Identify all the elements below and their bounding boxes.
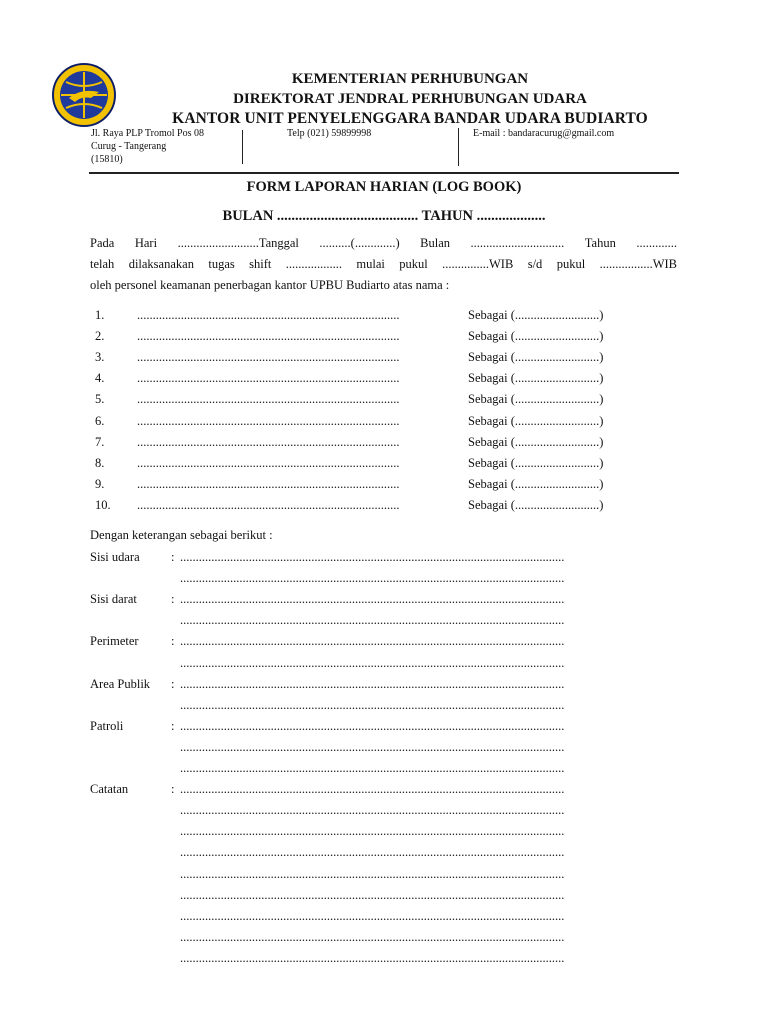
section-fill-line: ........................................................................................................................... xyxy=(180,697,565,712)
section-fill-line: ........................................................................................................................... xyxy=(180,761,565,775)
email-address: E-mail : bandaracurug@gmail.com xyxy=(473,128,615,139)
intro-line-1 xyxy=(90,236,677,251)
intro-word: .................. xyxy=(285,257,342,271)
personnel-role-field: Sebagai (...........................) xyxy=(468,434,604,449)
personnel-number: 4. xyxy=(95,371,105,386)
intro-word: Pada xyxy=(90,236,115,250)
intro-word: Bulan xyxy=(420,236,450,250)
remarks-intro: Dengan keterangan sebagai berikut : xyxy=(90,528,273,542)
header-divider xyxy=(458,128,459,166)
directorate-name: DIREKTORAT JENDRAL PERHUBUNGAN UDARA xyxy=(233,91,587,107)
section-fill-line: ........................................................................................................................... xyxy=(180,550,565,564)
section-fill-line: ........................................................................................................................... xyxy=(180,718,565,733)
section-label: Perimeter xyxy=(90,634,139,649)
personnel-name-field: .................................................................................... xyxy=(137,308,400,322)
section-fill-line: ........................................................................................................................... xyxy=(180,782,565,797)
personnel-role-field: Sebagai (...........................) xyxy=(468,371,604,386)
personnel-role-field: Sebagai (...........................) xyxy=(468,476,604,491)
intro-word: shift xyxy=(249,257,272,271)
section-label: Sisi darat xyxy=(90,592,137,607)
section-fill-line: ........................................................................................................................... xyxy=(180,866,565,881)
personnel-name-field: .................................................................................... xyxy=(137,413,400,428)
ministry-logo xyxy=(51,62,117,128)
intro-word: .............................. xyxy=(470,236,565,250)
section-fill-line: ........................................................................................................................... xyxy=(180,845,565,860)
section-fill-line: ........................................................................................................................... xyxy=(180,824,565,839)
intro-word: ..........................Tanggal xyxy=(177,236,299,250)
personnel-number: 3. xyxy=(95,350,105,365)
personnel-number: 8. xyxy=(95,455,105,470)
personnel-name-field: .................................................................................... xyxy=(137,350,400,365)
intro-word: .................WIB xyxy=(599,257,677,271)
header-divider xyxy=(242,130,243,164)
personnel-role-field: Sebagai (...........................) xyxy=(468,413,604,428)
section-fill-line: ........................................................................................................................... xyxy=(180,739,565,754)
personnel-number: 9. xyxy=(95,476,105,491)
section-fill-line: ........................................................................................................................... xyxy=(180,887,565,902)
section-colon: : xyxy=(171,676,175,691)
intro-word: mulai xyxy=(356,257,385,271)
intro-line-3: oleh personel keamanan penerbagan kantor UPBU Budiarto atas nama : xyxy=(90,278,450,292)
section-colon: : xyxy=(171,634,175,649)
personnel-role-field: Sebagai (...........................) xyxy=(468,455,604,470)
intro-line-2 xyxy=(90,257,677,272)
header-rule xyxy=(89,172,679,174)
address-line-2: Curug - Tangerang xyxy=(91,141,167,152)
intro-word: ...............WIB xyxy=(442,257,514,271)
intro-word: dilaksanakan xyxy=(128,257,194,271)
section-fill-line: ........................................................................................................................... xyxy=(180,655,565,670)
section-fill-line: ........................................................................................................................... xyxy=(180,676,565,691)
section-label: Area Publik xyxy=(90,676,151,691)
section-fill-line: ........................................................................................................................... xyxy=(180,634,565,649)
personnel-number: 1. xyxy=(95,308,105,322)
section-colon: : xyxy=(171,782,175,797)
section-colon: : xyxy=(171,550,175,564)
personnel-number: 5. xyxy=(95,392,105,407)
intro-word: pukul xyxy=(556,257,586,271)
personnel-name-field: .................................................................................... xyxy=(137,497,400,512)
phone-number: Telp (021) 59899998 xyxy=(287,128,372,139)
intro-word: ..........(.............) xyxy=(319,236,400,250)
personnel-name-field: .................................................................................... xyxy=(137,392,400,407)
section-fill-line: ........................................................................................................................... xyxy=(180,929,565,944)
personnel-role-field: Sebagai (...........................) xyxy=(468,329,604,344)
form-title: FORM LAPORAN HARIAN (LOG BOOK) xyxy=(246,179,522,195)
section-fill-line: ........................................................................................................................... xyxy=(180,950,565,965)
personnel-name-field: .................................................................................... xyxy=(137,476,400,491)
personnel-role-field: Sebagai (...........................) xyxy=(468,392,604,407)
address-line-3: (15810) xyxy=(91,154,123,165)
personnel-number: 6. xyxy=(95,413,105,428)
personnel-number: 2. xyxy=(95,329,105,344)
section-fill-line: ........................................................................................................................... xyxy=(180,592,565,607)
section-label: Sisi udara xyxy=(90,550,140,564)
section-fill-line: ........................................................................................................................... xyxy=(180,571,565,586)
personnel-role-field: Sebagai (...........................) xyxy=(468,497,604,512)
period-line: BULAN ....................................... TAHUN ................... xyxy=(222,208,546,224)
section-label: Catatan xyxy=(90,782,129,797)
personnel-number: 7. xyxy=(95,434,105,449)
intro-word: s/d xyxy=(527,257,543,271)
personnel-name-field: .................................................................................... xyxy=(137,371,400,386)
personnel-name-field: .................................................................................... xyxy=(137,329,400,344)
intro-word: Tahun xyxy=(584,236,616,250)
address-line-1: Jl. Raya PLP Tromol Pos 08 xyxy=(91,128,204,139)
personnel-name-field: .................................................................................... xyxy=(137,434,400,449)
section-colon: : xyxy=(171,718,175,733)
intro-word: Hari xyxy=(134,236,158,250)
section-fill-line: ........................................................................................................................... xyxy=(180,613,565,628)
personnel-role-field: Sebagai (...........................) xyxy=(468,308,604,322)
office-name: KANTOR UNIT PENYELENGGARA BANDAR UDARA BUDIARTO xyxy=(172,110,648,127)
intro-word: telah xyxy=(90,257,115,271)
section-label: Patroli xyxy=(90,718,124,733)
personnel-role-field: Sebagai (...........................) xyxy=(468,350,604,365)
section-fill-line: ........................................................................................................................... xyxy=(180,803,565,818)
ministry-name: KEMENTERIAN PERHUBUNGAN xyxy=(291,71,529,87)
section-colon: : xyxy=(171,592,175,607)
personnel-number: 10. xyxy=(95,497,111,512)
intro-word: pukul xyxy=(399,257,428,271)
intro-word: tugas xyxy=(208,257,235,271)
personnel-name-field: .................................................................................... xyxy=(137,455,400,470)
section-fill-line: ........................................................................................................................... xyxy=(180,908,565,923)
intro-word: ............. xyxy=(636,236,677,250)
